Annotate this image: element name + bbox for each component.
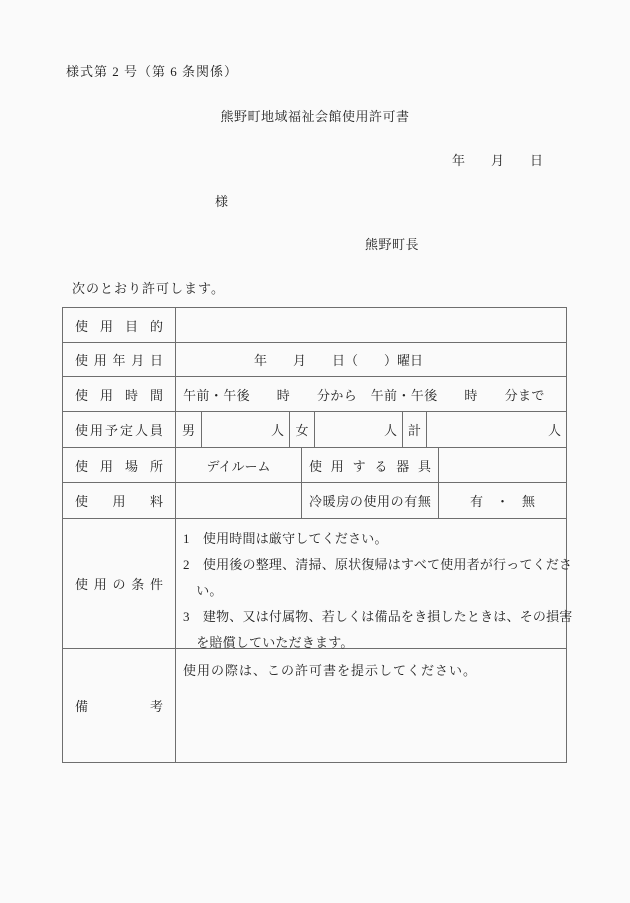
use-time-label-cell xyxy=(63,377,176,411)
form-number: 様式第 2 号（第 6 条関係） xyxy=(66,64,239,79)
condition-line-5: を賠償していただきます。 xyxy=(183,635,354,650)
female-label-cell: 女 xyxy=(290,412,315,447)
male-label-cell: 男 xyxy=(176,412,202,447)
hvac-value-cell: 有 ・ 無 xyxy=(469,494,535,509)
hvac-label-cell xyxy=(302,483,439,518)
purpose-value-cell xyxy=(176,308,566,342)
row-use-time xyxy=(63,377,566,412)
equipment-value-cell xyxy=(439,448,566,482)
fee-label: 使 用 料 xyxy=(75,494,163,509)
condition-line-1: 1 使用時間は厳守してください。 xyxy=(183,531,388,546)
permit-table xyxy=(62,307,573,763)
issuer-name: 熊野町長 xyxy=(365,237,420,252)
conditions-value-cell xyxy=(176,519,573,648)
male-count-cell: 人 xyxy=(202,412,290,447)
use-time-label: 使 用 時 間 xyxy=(75,387,163,403)
fee-value-cell xyxy=(176,483,302,518)
purpose-label-cell xyxy=(63,308,176,342)
fee-label-cell xyxy=(63,483,176,518)
row-fee xyxy=(63,483,566,519)
equipment-label-cell xyxy=(302,448,439,482)
place-label-cell xyxy=(63,448,176,482)
total-label-cell: 計 xyxy=(403,412,427,447)
condition-line-3: い。 xyxy=(183,583,223,598)
use-date-value-cell: 年 月 日（ ）曜日 xyxy=(254,353,424,368)
document-title: 熊野町地域福祉会館使用許可書 xyxy=(220,109,410,124)
issue-date-line: 年 月 日 xyxy=(452,153,544,168)
hvac-label: 冷 暖 房 の 使 用 の 有 無 xyxy=(309,494,431,509)
remarks-text: 使用の際は、この許可書を提示してください。 xyxy=(183,663,478,678)
remarks-value-cell xyxy=(176,649,566,762)
conditions-label-cell xyxy=(63,519,176,648)
addressee-honorific: 様 xyxy=(215,194,229,209)
use-date-label-cell xyxy=(63,343,176,376)
use-time-value-cell: 午前・午後 時 分から 午前・午後 時 分まで xyxy=(183,387,545,403)
place-value-cell: デイルーム xyxy=(176,448,302,482)
remarks-label-cell xyxy=(63,649,176,762)
attendance-label: 使 用 予 定 人 員 xyxy=(75,423,163,438)
row-attendance xyxy=(63,412,566,448)
conditions-label: 使 用 の 条 件 xyxy=(75,577,163,592)
equipment-label: 使 用 す る 器 具 xyxy=(309,458,431,474)
remarks-label: 備 考 xyxy=(75,699,163,714)
purpose-label: 使 用 目 的 xyxy=(75,318,163,334)
intro-text: 次のとおり許可します。 xyxy=(72,281,225,296)
condition-line-4: 3 建物、又は付属物、若しくは備品をき損したときは、その損害 xyxy=(183,609,573,624)
female-count-cell: 人 xyxy=(315,412,403,447)
attendance-label-cell xyxy=(63,412,176,447)
condition-line-2: 2 使用後の整理、清掃、原状復帰はすべて使用者が行ってくださ xyxy=(183,557,573,572)
row-purpose xyxy=(63,308,566,343)
row-remarks xyxy=(63,649,566,762)
place-label: 使 用 場 所 xyxy=(75,458,163,474)
row-place xyxy=(63,448,566,483)
row-conditions xyxy=(63,519,573,650)
row-use-date xyxy=(63,343,566,377)
total-count-cell: 人 xyxy=(547,423,561,438)
use-date-label: 使 用 年 月 日 xyxy=(75,353,163,368)
